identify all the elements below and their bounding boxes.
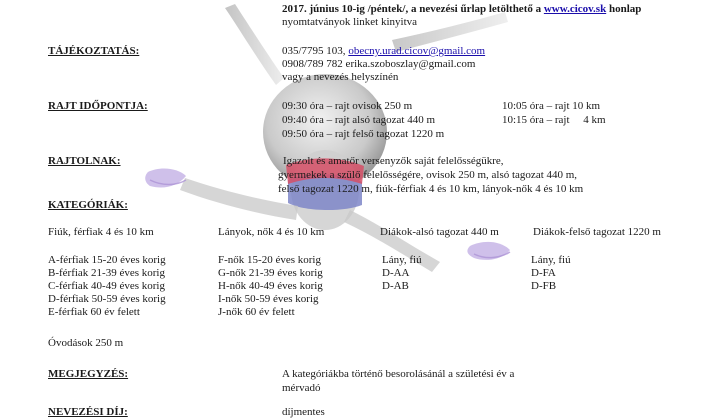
deadline-text [282, 3, 641, 16]
category-column-header: Fiúk, férfiak 4 és 10 km [48, 226, 154, 238]
category-column-header: Lányok, nők 4 és 10 km [218, 226, 325, 238]
deadline-suffix: honlap [606, 3, 642, 15]
note-label: MEGJEGYZÉS: [48, 368, 129, 380]
start-time-right-1: 10:05 óra – rajt 10 km [502, 100, 601, 112]
category-column-header: Diákok-alsó tagozat 440 m [380, 226, 499, 238]
cicov-website-link[interactable]: www.cicov.sk [543, 3, 607, 15]
start-time-left-3: 09:50 óra – rajt felső tagozat 1220 m [282, 128, 445, 140]
start-time-left-2: 09:40 óra – rajt alsó tagozat 440 m [282, 114, 436, 126]
participants-line-1: Igazolt és amatőr versenyzők saját felelősségükre, [283, 155, 504, 167]
fee-value: díjmentes [282, 406, 325, 418]
category-item: Lány, fiú [382, 254, 422, 266]
category-item: C-férfiak 40-49 éves korig [48, 280, 165, 292]
note-line-2: mérvadó [282, 382, 321, 394]
phone-1: 035/7795 103, [282, 45, 349, 57]
category-item: D-FA [531, 267, 556, 279]
participants-line-2: gyermekek a szülő felelősségére, ovisok 250 m, alsó tagozat 440 m, [278, 169, 578, 181]
category-item: H-nők 40-49 éves korig [218, 280, 323, 292]
category-item: A-férfiak 15-20 éves korig [48, 254, 166, 266]
category-item: J-nők 60 év felett [218, 306, 295, 318]
info-line3: vagy a nevezés helyszínén [282, 71, 399, 83]
category-item: D-AB [382, 280, 409, 292]
category-item: B-férfiak 21-39 éves korig [48, 267, 165, 279]
email-link-1[interactable]: obecny.urad.cicov@gmail.com [348, 45, 486, 57]
deadline-prefix: 2017. június 10-ig /péntek/, a nevezési űrlap letölthető a [282, 3, 544, 15]
fee-label: NEVEZÉSI DÍJ: [48, 406, 128, 418]
participants-line-3: felső tagozat 1220 m, fiúk-férfiak 4 és 10 km, lányok-nők 4 és 10 km [278, 183, 584, 195]
start-time-left-1: 09:30 óra – rajt ovisok 250 m [282, 100, 413, 112]
participants-label: RAJTOLNAK: [48, 155, 121, 167]
info-line1 [282, 45, 485, 58]
category-item: Lány, fiú [531, 254, 571, 266]
start-time-right-2: 10:15 óra – rajt 4 km [502, 114, 606, 126]
category-column-header: Diákok-felső tagozat 1220 m [533, 226, 661, 238]
category-item: I-nők 50-59 éves korig [218, 293, 319, 305]
preschool-category: Óvodások 250 m [48, 337, 124, 349]
start-times-label: RAJT IDŐPONTJA: [48, 100, 148, 112]
note-line-1: A kategóriákba történő besorolásánál a születési év a [282, 368, 515, 380]
categories-label: KATEGÓRIÁK: [48, 199, 128, 211]
info-label: TÁJÉKOZTATÁS: [48, 45, 140, 57]
category-item: E-férfiak 60 év felett [48, 306, 140, 318]
category-item: G-nők 21-39 éves korig [218, 267, 323, 279]
category-item: D-AA [382, 267, 410, 279]
deadline-line2: nyomtatványok linket kinyitva [282, 16, 418, 28]
category-item: D-férfiak 50-59 éves korig [48, 293, 166, 305]
info-line2: 0908/789 782 erika.szoboszlay@gmail.com [282, 58, 476, 70]
category-item: D-FB [531, 280, 557, 292]
category-item: F-nők 15-20 éves korig [218, 254, 321, 266]
